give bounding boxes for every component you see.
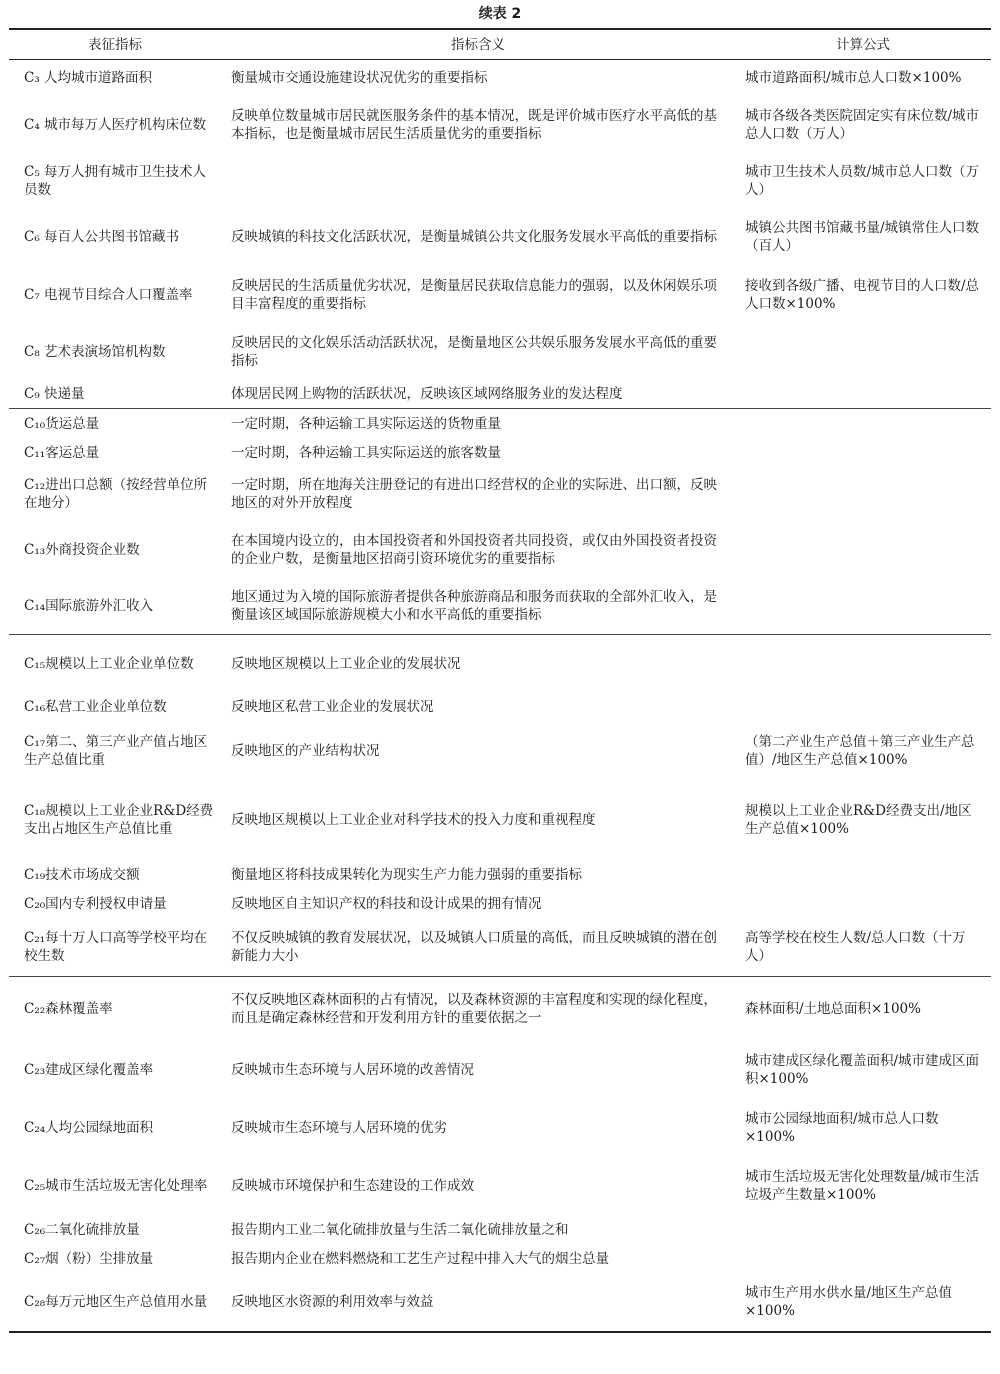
indicator-cell: C₅ 每万人拥有城市卫生技术人员数 xyxy=(24,163,207,198)
formula-cell: 城市公园绿地面积/城市总人口数×100% xyxy=(745,1110,939,1145)
header-formula: 计算公式 xyxy=(735,29,991,60)
formula-cell xyxy=(735,860,991,890)
meaning-cell xyxy=(221,154,735,208)
table-row xyxy=(9,380,991,409)
table-row xyxy=(9,890,991,918)
meaning-cell: 不仅反映城镇的教育发展状况，以及城镇人口质量的高低，而且反映城镇的潜在创新能力大小 xyxy=(231,929,717,964)
table-row xyxy=(9,439,991,467)
meaning-cell: 反映城市生态环境与人居环境的优劣 xyxy=(231,1119,447,1136)
indicator-cell: C₈ 艺术表演场馆机构数 xyxy=(24,343,166,360)
formula-cell xyxy=(735,579,991,635)
table-caption: 续表 2 xyxy=(478,6,522,22)
meaning-cell: 在本国境内设立的，由本国投资者和外国投资者共同投资，或仅由外国投资者投资的企业户数，是衡量地区招商引资环境优劣的重要指标 xyxy=(231,533,717,567)
indicator-cell: C₂₈每万元地区生产总值用水量 xyxy=(24,1294,208,1310)
formula-cell xyxy=(735,522,991,579)
formula-cell xyxy=(735,693,991,722)
table-row xyxy=(9,977,991,1041)
indicator-cell: C₁₃外商投资企业数 xyxy=(24,542,140,558)
indicator-cell: C₁₇第二、第三产业产值占地区生产总值比重 xyxy=(24,733,208,768)
indicator-cell: C₂₆二氧化硫排放量 xyxy=(24,1222,140,1238)
indicator-cell: C₁₂进出口总额（按经营单位所在地分） xyxy=(24,477,208,511)
formula-cell: 城镇公共图书馆藏书量/城镇常住人口数（百人） xyxy=(745,219,980,254)
formula-cell xyxy=(735,467,991,522)
table-header-row xyxy=(9,29,991,60)
meaning-cell: 地区通过为入境的国际旅游者提供各种旅游商品和服务而获取的全部外汇收入，是衡量该区域国际旅游规模大小和水平高低的重要指标 xyxy=(231,589,717,624)
table-row xyxy=(9,60,991,97)
indicator-cell: C₄ 城市每万人医疗机构床位数 xyxy=(24,117,207,133)
formula-cell: 城市各级各类医院固定实有床位数/城市总人口数（万人） xyxy=(745,108,980,142)
indicator-cell: C₁₀货运总量 xyxy=(9,409,221,439)
formula-cell xyxy=(735,1245,991,1274)
meaning-cell: 反映地区水资源的利用效率与效益 xyxy=(231,1294,434,1310)
formula-cell: （第二产业生产总值＋第三产业生产总值）/地区生产总值×100% xyxy=(745,733,975,768)
indicator-cell: C₂₄人均公园绿地面积 xyxy=(24,1119,154,1136)
indicator-cell: C₂₁每十万人口高等学校平均在校生数 xyxy=(24,929,208,964)
table-row xyxy=(9,1245,991,1274)
indicator-cell: C₂₃建成区绿化覆盖率 xyxy=(24,1061,154,1078)
indicator-cell: C₉ 快递量 xyxy=(24,385,85,402)
meaning-cell: 报告期内工业二氧化硫排放量与生活二氧化硫排放量之和 xyxy=(231,1222,569,1238)
meaning-cell: 反映地区规模以上工业企业对科学技术的投入力度和重视程度 xyxy=(231,811,596,828)
table-row xyxy=(9,635,991,693)
table-row xyxy=(9,722,991,780)
indicator-cell: C₂₀国内专利授权申请量 xyxy=(24,895,167,912)
formula-cell: 城市道路面积/城市总人口数×100% xyxy=(745,70,962,87)
meaning-cell: 体现居民网上购物的活跃状况，反映该区域网络服务业的发达程度 xyxy=(231,385,623,402)
table-row xyxy=(9,918,991,977)
indicator-cell: C₇ 电视节目综合人口覆盖率 xyxy=(24,286,193,303)
indicator-cell: C₁₆私营工业企业单位数 xyxy=(24,699,167,715)
meaning-cell: 报告期内企业在燃料燃烧和工艺生产过程中排入大气的烟尘总量 xyxy=(231,1251,609,1267)
table-row xyxy=(9,693,991,722)
formula-cell: 城市建成区绿化覆盖面积/城市建成区面积×100% xyxy=(745,1052,980,1087)
formula-cell xyxy=(735,324,991,380)
indicator-cell: C₂₅城市生活垃圾无害化处理率 xyxy=(24,1178,208,1194)
table-row xyxy=(9,1099,991,1157)
table-row xyxy=(9,780,991,860)
meaning-cell: 反映居民的生活质量优劣状况，是衡量居民获取信息能力的强弱，以及休闲娱乐项目丰富程度的重要指标 xyxy=(231,277,717,312)
indicator-cell: C₁₉技术市场成交额 xyxy=(24,866,140,883)
formula-cell: 规模以上工业企业R&D经费支出/地区生产总值×100% xyxy=(745,802,972,837)
indicator-cell: C₁₈规模以上工业企业R&D经费支出占地区生产总值比重 xyxy=(24,802,214,837)
table-row xyxy=(9,154,991,208)
table-row xyxy=(9,579,991,635)
meaning-cell: 反映地区规模以上工业企业的发展状况 xyxy=(221,635,735,693)
table-row xyxy=(9,860,991,890)
formula-cell: 城市生产用水供水量/地区生产总值×100% xyxy=(745,1285,953,1319)
formula-cell xyxy=(735,890,991,918)
meaning-cell: 反映城市环境保护和生态建设的工作成效 xyxy=(231,1178,474,1194)
indicator-cell: C₁₄国际旅游外汇收入 xyxy=(24,598,154,615)
meaning-cell: 反映地区私营工业企业的发展状况 xyxy=(231,699,434,715)
table-row xyxy=(9,266,991,324)
meaning-cell: 衡量城市交通设施建设状况优劣的重要指标 xyxy=(231,70,488,87)
meaning-cell: 反映地区的产业结构状况 xyxy=(231,742,380,759)
meaning-cell: 不仅反映地区森林面积的占有情况，以及森林资源的丰富程度和实现的绿化程度，而且是确定森林经营和开发利用方针的重要依据之一 xyxy=(221,977,735,1041)
indicator-cell: C₂₂森林覆盖率 xyxy=(9,977,221,1041)
indicator-table xyxy=(9,28,991,1333)
indicator-cell: C₆ 每百人公共图书馆藏书 xyxy=(24,228,180,245)
indicator-cell: C₃ 人均城市道路面积 xyxy=(24,70,153,87)
meaning-cell: 反映居民的文化娱乐活动活跃状况，是衡量地区公共娱乐服务发展水平高低的重要指标 xyxy=(231,334,717,369)
formula-cell: 城市卫生技术人员数/城市总人口数（万人） xyxy=(745,163,980,198)
meaning-cell: 一定时期，各种运输工具实际运送的旅客数量 xyxy=(231,444,501,461)
meaning-cell: 反映地区自主知识产权的科技和设计成果的拥有情况 xyxy=(231,895,542,912)
formula-cell: 接收到各级广播、电视节目的人口数/总人口数×100% xyxy=(745,277,980,312)
table-row xyxy=(9,324,991,380)
table-row xyxy=(9,1041,991,1099)
meaning-cell: 一定时期，各种运输工具实际运送的货物重量 xyxy=(221,409,735,439)
indicator-cell: C₁₅规模以上工业企业单位数 xyxy=(9,635,221,693)
table-row xyxy=(9,1274,991,1332)
table-row xyxy=(9,467,991,522)
table-row xyxy=(9,1216,991,1245)
meaning-cell: 衡量地区将科技成果转化为现实生产力能力强弱的重要指标 xyxy=(231,866,582,883)
meaning-cell: 一定时期，所在地海关注册登记的有进出口经营权的企业的实际进、出口额，反映地区的对外开放程度 xyxy=(231,477,717,511)
formula-cell xyxy=(735,1216,991,1245)
indicator-cell: C₁₁客运总量 xyxy=(24,444,100,461)
formula-cell xyxy=(735,439,991,467)
formula-cell: 高等学校在校生人数/总人口数（十万人） xyxy=(745,929,966,964)
header-meaning: 指标含义 xyxy=(221,29,735,60)
indicator-cell: C₂₇烟（粉）尘排放量 xyxy=(24,1251,154,1267)
meaning-cell: 反映单位数量城市居民就医服务条件的基本情况，既是评价城市医疗水平高低的基本指标，也是衡量城市居民生活质量优劣的重要指标 xyxy=(231,108,717,142)
table-row xyxy=(9,522,991,579)
meaning-cell: 反映城市生态环境与人居环境的改善情况 xyxy=(231,1061,474,1078)
formula-cell xyxy=(735,635,991,693)
table-row xyxy=(9,1157,991,1216)
header-indicator: 表征指标 xyxy=(9,29,221,60)
table-row xyxy=(9,409,991,439)
formula-cell xyxy=(735,380,991,409)
table-row xyxy=(9,97,991,154)
formula-cell: 森林面积/土地总面积×100% xyxy=(735,977,991,1041)
formula-cell xyxy=(735,409,991,439)
table-row xyxy=(9,208,991,266)
formula-cell: 城市生活垃圾无害化处理数量/城市生活垃圾产生数量×100% xyxy=(745,1169,980,1203)
meaning-cell: 反映城镇的科技文化活跃状况，是衡量城镇公共文化服务发展水平高低的重要指标 xyxy=(231,228,717,245)
